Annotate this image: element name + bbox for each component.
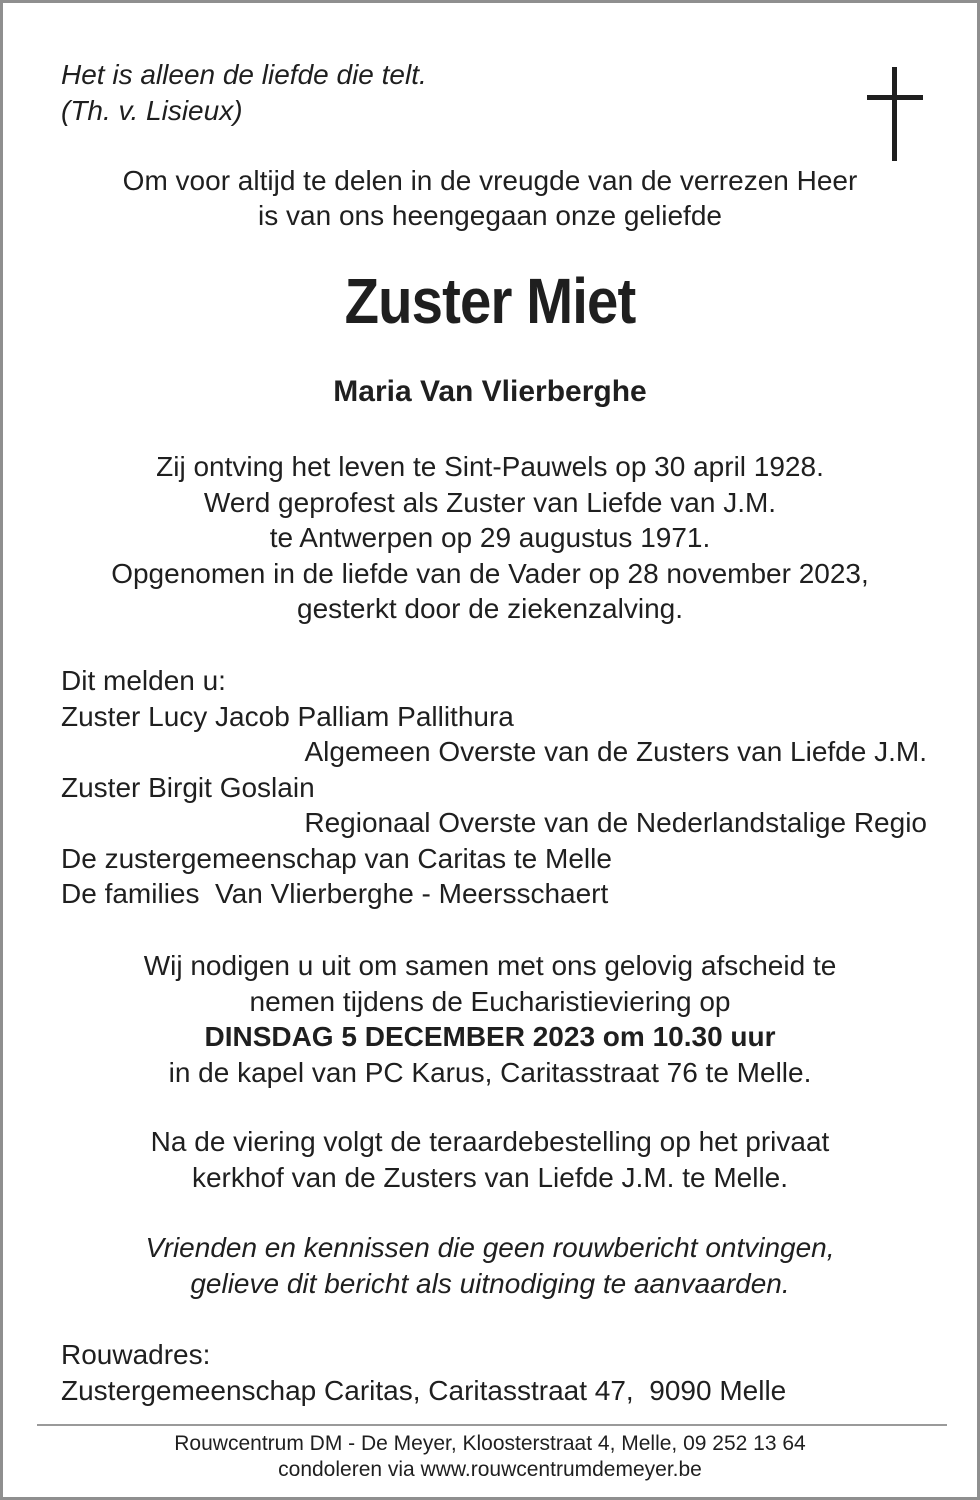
footer (3, 1431, 977, 1483)
burial-line: Na de viering volgt de teraardebestelling op het privaat (150, 1126, 830, 1157)
funeral-home-info: Rouwcentrum DM - De Meyer, Kloosterstraat 4, Melle, 09 252 13 64 (174, 1432, 806, 1455)
announcer-families: De families Van Vlierberghe - Meersschaert (61, 878, 609, 909)
intro-line: Om voor altijd te delen in de vreugde van de verrezen Heer (122, 165, 858, 196)
biography-line: Werd geprofest als Zuster van Liefde van J.M. (203, 486, 777, 518)
announcer-title: Regionaal Overste van de Nederlandstalige Regio (304, 807, 927, 838)
intro-text (3, 163, 977, 233)
funeral-location: in de kapel van PC Karus, Caritasstraat 76 te Melle. (168, 1056, 812, 1088)
announcer-name: Zuster Birgit Goslain (61, 771, 315, 803)
friends-line: gelieve dit bericht als uitnodiging te aanvaarden. (190, 1267, 790, 1299)
condolence-info: condoleren via www.rouwcentrumdemeyer.be (278, 1458, 702, 1481)
mourning-address (61, 1337, 786, 1409)
latin-cross-icon (867, 67, 925, 163)
announcer-title: Algemeen Overste van de Zusters van Liefde J.M. (304, 736, 927, 767)
friends-notice (3, 1230, 977, 1301)
quote-source: (Th. v. Lisieux) (61, 95, 243, 126)
announcers-list (61, 663, 927, 912)
deceased-civil-name: Maria Van Vlierberghe (333, 375, 647, 408)
funeral-datetime: DINSDAG 5 DECEMBER 2023 om 10.30 uur (204, 1021, 776, 1052)
biography-line: Zij ontving het leven te Sint-Pauwels op 30 april 1928. (156, 451, 824, 482)
burial-notice (3, 1124, 977, 1195)
mourning-address-label: Rouwadres: (61, 1339, 211, 1370)
funeral-invitation (3, 948, 977, 1090)
deceased-religious-name: Zuster Miet (344, 265, 636, 337)
biography-line: te Antwerpen op 29 augustus 1971. (269, 522, 711, 553)
quote-text: Het is alleen de liefde die telt. (61, 59, 427, 90)
mourning-address-value: Zustergemeenschap Caritas, Caritasstraat 47, 9090 Melle (61, 1375, 787, 1406)
biography-line: gesterkt door de ziekenzalving. (297, 593, 683, 624)
biography (3, 449, 977, 627)
biography-line: Opgenomen in de liefde van de Vader op 28 november 2023, (111, 557, 869, 589)
announcer-name: Zuster Lucy Jacob Palliam Pallithura (61, 700, 514, 732)
invitation-line: nemen tijdens de Eucharistieviering op (249, 985, 731, 1017)
announcer-community: De zustergemeenschap van Caritas te Melle (61, 842, 612, 874)
friends-line: Vrienden en kennissen die geen rouwbericht ontvingen, (145, 1232, 835, 1263)
opening-quote (61, 57, 427, 129)
footer-divider (37, 1424, 947, 1426)
invitation-line: Wij nodigen u uit om samen met ons gelovig afscheid te (143, 950, 837, 981)
burial-line: kerkhof van de Zusters van Liefde J.M. te Melle. (191, 1161, 789, 1193)
intro-line: is van ons heengegaan onze geliefde (258, 200, 722, 231)
announcers-heading: Dit melden u: (61, 665, 226, 696)
